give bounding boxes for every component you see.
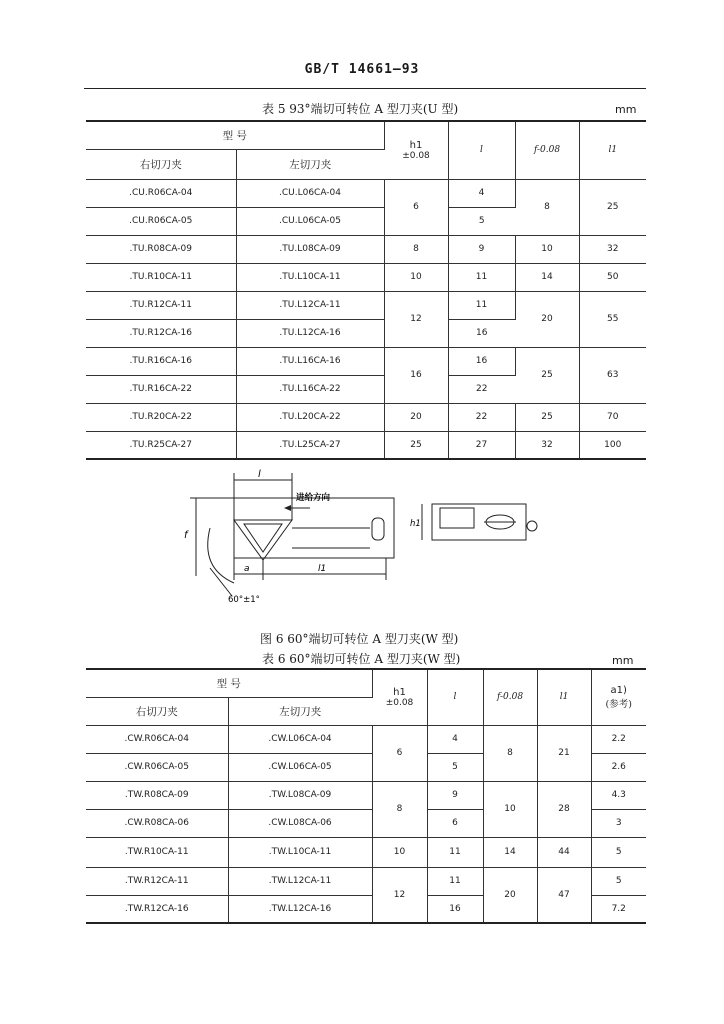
- table5-right-cell: .TU.R16CA-22: [86, 375, 236, 403]
- table6-l1-cell: 47: [537, 867, 591, 923]
- table5-h1-tol: ±0.08: [402, 150, 430, 161]
- table5-h1-symbol: h1: [409, 139, 423, 151]
- table6-h1-cell: 8: [372, 781, 427, 837]
- table6-a-cell: 7.2: [591, 895, 646, 923]
- table6-right-cell: .CW.R08CA-06: [86, 809, 228, 837]
- table6-f-header: f-0.08: [483, 669, 537, 725]
- table6-left-cell: .TW.L08CA-09: [228, 781, 372, 809]
- table6-right-cell: .TW.R12CA-16: [86, 895, 228, 923]
- table6-h1-cell: 6: [372, 725, 427, 781]
- table5-right-cell: .TU.R08CA-09: [86, 235, 236, 263]
- clamp-screw: [372, 518, 384, 540]
- table6-left-cell: .TW.L12CA-16: [228, 895, 372, 923]
- table6-left-cell: .TW.L10CA-11: [228, 837, 372, 867]
- table5-h1-cell: 25: [384, 431, 448, 459]
- table5-right-cell: .TU.R16CA-16: [86, 347, 236, 375]
- table5-right-cell: .TU.R12CA-11: [86, 291, 236, 319]
- table6-l-cell: 5: [427, 753, 483, 781]
- table6-h1-symbol: h1: [393, 686, 406, 698]
- table5-f-cell: 32: [515, 431, 579, 459]
- table6-f-cell: 10: [483, 781, 537, 837]
- table5-l1-cell: 63: [579, 347, 646, 403]
- insert-inner: [244, 524, 282, 552]
- table5-f-cell: 10: [515, 235, 579, 263]
- table6-caption: 表 6 60°端切可转位 A 型刀夹(W 型): [262, 652, 461, 666]
- table5-h1-cell: 10: [384, 263, 448, 291]
- table5-l-header: l: [448, 121, 515, 179]
- table5-left-cell: .TU.L12CA-11: [236, 291, 384, 319]
- table5-f-cell: 25: [515, 403, 579, 431]
- table6-right-cell: .CW.R06CA-04: [86, 725, 228, 753]
- table5-right-header: 右切刀夹: [86, 149, 236, 179]
- figure6-caption: 图 6 60°端切可转位 A 型刀夹(W 型): [260, 632, 459, 646]
- table5-l-cell: 16: [448, 319, 515, 347]
- table5-l1-cell: 55: [579, 291, 646, 347]
- table5-left-cell: .TU.L25CA-27: [236, 431, 384, 459]
- table6-l-header: l: [427, 669, 483, 725]
- table5-l1-cell: 70: [579, 403, 646, 431]
- table6-l-cell: 11: [427, 867, 483, 895]
- figure6-drawing: [170, 468, 570, 618]
- angle-leader: [210, 568, 232, 596]
- table6-l1-cell: 28: [537, 781, 591, 837]
- table6-a-cell: 4.3: [591, 781, 646, 809]
- table6-l-cell: 11: [427, 837, 483, 867]
- table5-h1-header: [384, 121, 448, 179]
- table6-l-cell: 6: [427, 809, 483, 837]
- table6-left-cell: .CW.L06CA-04: [228, 725, 372, 753]
- side-view-head: [440, 508, 474, 528]
- table6-left-cell: .CW.L06CA-05: [228, 753, 372, 781]
- header-rule: [84, 88, 646, 89]
- table5-right-cell: .CU.R06CA-05: [86, 207, 236, 235]
- table6-l1-cell: 21: [537, 725, 591, 781]
- table5-l-cell: 22: [448, 403, 515, 431]
- fig-label-f: f: [184, 530, 188, 541]
- fig-label-a: a: [244, 564, 250, 574]
- table5-left-cell: .CU.L06CA-04: [236, 179, 384, 207]
- table5-f-cell: 14: [515, 263, 579, 291]
- holder-head: [234, 498, 292, 520]
- table5-l-cell: 11: [448, 291, 515, 319]
- table5-h1-cell: 6: [384, 179, 448, 235]
- table5-h1-cell: 16: [384, 347, 448, 403]
- table6-left-header: 左切刀夹: [228, 697, 372, 725]
- table6-model-header: 型 号: [86, 669, 372, 697]
- table5-left-cell: .TU.L20CA-22: [236, 403, 384, 431]
- table5-left-cell: .TU.L16CA-22: [236, 375, 384, 403]
- table5-h1-cell: 8: [384, 235, 448, 263]
- page-header: GB/T 14661—93: [304, 62, 420, 77]
- table5-left-cell: .TU.L16CA-16: [236, 347, 384, 375]
- table6-right-cell: .TW.R10CA-11: [86, 837, 228, 867]
- table5-unit: mm: [615, 103, 637, 116]
- table6-l1-cell: 44: [537, 837, 591, 867]
- table5-l1-header: l1: [579, 121, 646, 179]
- fig-label-l: l: [258, 469, 261, 480]
- table5-l1-cell: 100: [579, 431, 646, 459]
- table6-l-cell: 16: [427, 895, 483, 923]
- table6-a-symbol: a1): [610, 684, 627, 696]
- table5-right-cell: .TU.R20CA-22: [86, 403, 236, 431]
- table6-a-cell: 3: [591, 809, 646, 837]
- table6-a-note: (参考): [605, 698, 632, 710]
- table5-right-cell: .CU.R06CA-04: [86, 179, 236, 207]
- table5-f-cell: 25: [515, 347, 579, 403]
- table5-f-cell: 20: [515, 291, 579, 347]
- table6-l-cell: 9: [427, 781, 483, 809]
- table5-f-cell: 8: [515, 179, 579, 235]
- table6-a-cell: 2.6: [591, 753, 646, 781]
- table5-l-cell: 9: [448, 235, 515, 263]
- feed-arrow-head: [284, 505, 291, 511]
- table5-l-cell: 5: [448, 207, 515, 235]
- table5-left-cell: .CU.L06CA-05: [236, 207, 384, 235]
- table6-right-cell: .TW.R08CA-09: [86, 781, 228, 809]
- table5-caption: 表 5 93°端切可转位 A 型刀夹(U 型): [262, 102, 459, 116]
- table6-h1-cell: 12: [372, 867, 427, 923]
- table5-l-cell: 16: [448, 347, 515, 375]
- table6-h1-header: [372, 669, 427, 725]
- table6-left-cell: .CW.L08CA-06: [228, 809, 372, 837]
- table5-left-header: 左切刀夹: [236, 149, 384, 179]
- table6-f-cell: 20: [483, 867, 537, 923]
- table5-l-cell: 11: [448, 263, 515, 291]
- table5: [86, 120, 646, 460]
- table6-a-header: [591, 669, 646, 725]
- table5-model-header: 型 号: [86, 121, 384, 149]
- fig-label-h1: h1: [410, 519, 421, 529]
- table6-f-cell: 14: [483, 837, 537, 867]
- table6-h1-tol: ±0.08: [385, 697, 414, 708]
- table5-l-cell: 27: [448, 431, 515, 459]
- table5-left-cell: .TU.L12CA-16: [236, 319, 384, 347]
- table6: [86, 668, 646, 924]
- table6-f-cell: 8: [483, 725, 537, 781]
- table5-h1-cell: 20: [384, 403, 448, 431]
- table6-left-cell: .TW.L12CA-11: [228, 867, 372, 895]
- table6-right-cell: .CW.R06CA-05: [86, 753, 228, 781]
- table6-a-cell: 5: [591, 867, 646, 895]
- table6-l1-header: l1: [537, 669, 591, 725]
- table6-a-cell: 2.2: [591, 725, 646, 753]
- table5-left-cell: .TU.L10CA-11: [236, 263, 384, 291]
- table5-left-cell: .TU.L08CA-09: [236, 235, 384, 263]
- table5-f-header: f-0.08: [515, 121, 579, 179]
- table5-l-cell: 22: [448, 375, 515, 403]
- table6-l-cell: 4: [427, 725, 483, 753]
- fig-label-l1: l1: [318, 564, 327, 574]
- table6-h1-cell: 10: [372, 837, 427, 867]
- table5-right-cell: .TU.R25CA-27: [86, 431, 236, 459]
- table5-l1-cell: 25: [579, 179, 646, 235]
- triangular-insert: [234, 520, 292, 560]
- table5-l-cell: 4: [448, 179, 515, 207]
- angle-arc: [208, 528, 234, 583]
- side-view-screw: [527, 521, 537, 531]
- fig-label-feed: 进给方向: [296, 493, 331, 503]
- fig-label-angle: 60°±1°: [228, 595, 260, 605]
- table5-right-cell: .TU.R10CA-11: [86, 263, 236, 291]
- table5-right-cell: .TU.R12CA-16: [86, 319, 236, 347]
- table5-l1-cell: 50: [579, 263, 646, 291]
- table6-unit: mm: [612, 654, 634, 667]
- table6-a-cell: 5: [591, 837, 646, 867]
- table5-h1-cell: 12: [384, 291, 448, 347]
- table6-right-header: 右切刀夹: [86, 697, 228, 725]
- table6-right-cell: .TW.R12CA-11: [86, 867, 228, 895]
- table5-l1-cell: 32: [579, 235, 646, 263]
